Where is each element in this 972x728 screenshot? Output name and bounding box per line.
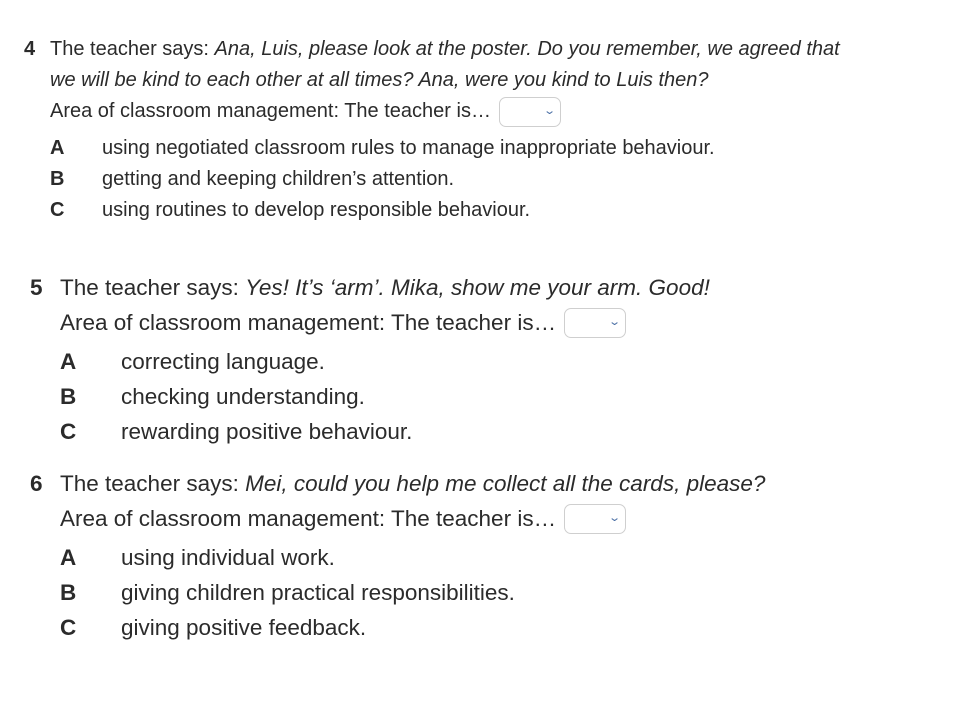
option-text: using negotiated classroom rules to manage inappropriate behaviour. <box>102 137 715 159</box>
option-letter: B <box>50 168 65 190</box>
option-text: getting and keeping children’s attention. <box>102 168 455 190</box>
teacher-quote: Yes! It’s ‘arm’. Mika, show me your arm. Good! <box>245 274 710 300</box>
option-text: checking understanding. <box>121 383 365 409</box>
option-text: using routines to develop responsible behaviour. <box>102 199 531 221</box>
question-5-area-line <box>30 305 710 340</box>
chevron-down-icon: ⌄ <box>608 316 621 328</box>
question-4-line-2 <box>24 65 840 96</box>
teacher-quote: Ana, Luis, please look at the poster. Do you remember, we agreed that <box>214 38 840 60</box>
option-text: giving children practical responsibilities. <box>121 579 515 605</box>
option-letter: C <box>60 614 77 640</box>
teacher-quote-continued: we will be kind to each other at all times? Ana, were you kind to Luis then? <box>50 69 709 91</box>
option-letter: B <box>60 383 77 409</box>
question-5 <box>30 270 710 449</box>
option-a <box>30 344 710 379</box>
question-5-line-1 <box>30 270 710 305</box>
area-label: Area of classroom management: The teacher is… <box>60 505 557 531</box>
option-text: giving positive feedback. <box>121 614 367 640</box>
chevron-down-icon: ⌄ <box>542 105 556 117</box>
options-list <box>24 133 840 226</box>
option-letter: C <box>60 418 77 444</box>
question-4 <box>24 34 840 226</box>
option-letter: A <box>60 348 77 374</box>
chevron-down-icon: ⌄ <box>608 512 621 524</box>
option-letter: A <box>50 137 65 159</box>
option-a <box>30 540 765 575</box>
question-4-line-1 <box>24 34 840 65</box>
answer-select[interactable] <box>564 504 626 534</box>
option-letter: C <box>50 199 65 221</box>
question-number: 5 <box>30 274 43 300</box>
area-label: Area of classroom management: The teacher is… <box>60 309 557 335</box>
teacher-quote: Mei, could you help me collect all the cards, please? <box>245 470 766 496</box>
prompt-prefix: The teacher says: <box>60 274 239 300</box>
option-c <box>30 414 710 449</box>
option-c <box>30 610 765 645</box>
area-label: Area of classroom management: The teacher is… <box>50 100 491 122</box>
option-a <box>24 133 840 164</box>
question-6 <box>30 466 765 645</box>
options-list <box>30 540 765 645</box>
prompt-prefix: The teacher says: <box>50 38 209 60</box>
question-number: 6 <box>30 470 43 496</box>
option-text: correcting language. <box>121 348 325 374</box>
answer-select[interactable] <box>564 308 626 338</box>
question-6-area-line <box>30 501 765 536</box>
prompt-prefix: The teacher says: <box>60 470 239 496</box>
question-6-line-1 <box>30 466 765 501</box>
option-c <box>24 195 840 226</box>
option-text: using individual work. <box>121 544 335 570</box>
option-letter: A <box>60 544 77 570</box>
options-list <box>30 344 710 449</box>
option-text: rewarding positive behaviour. <box>121 418 413 444</box>
option-b <box>24 164 840 195</box>
option-b <box>30 379 710 414</box>
option-letter: B <box>60 579 77 605</box>
question-4-area-line <box>24 96 840 127</box>
question-number: 4 <box>24 38 36 60</box>
answer-select[interactable] <box>499 97 561 127</box>
option-b <box>30 575 765 610</box>
